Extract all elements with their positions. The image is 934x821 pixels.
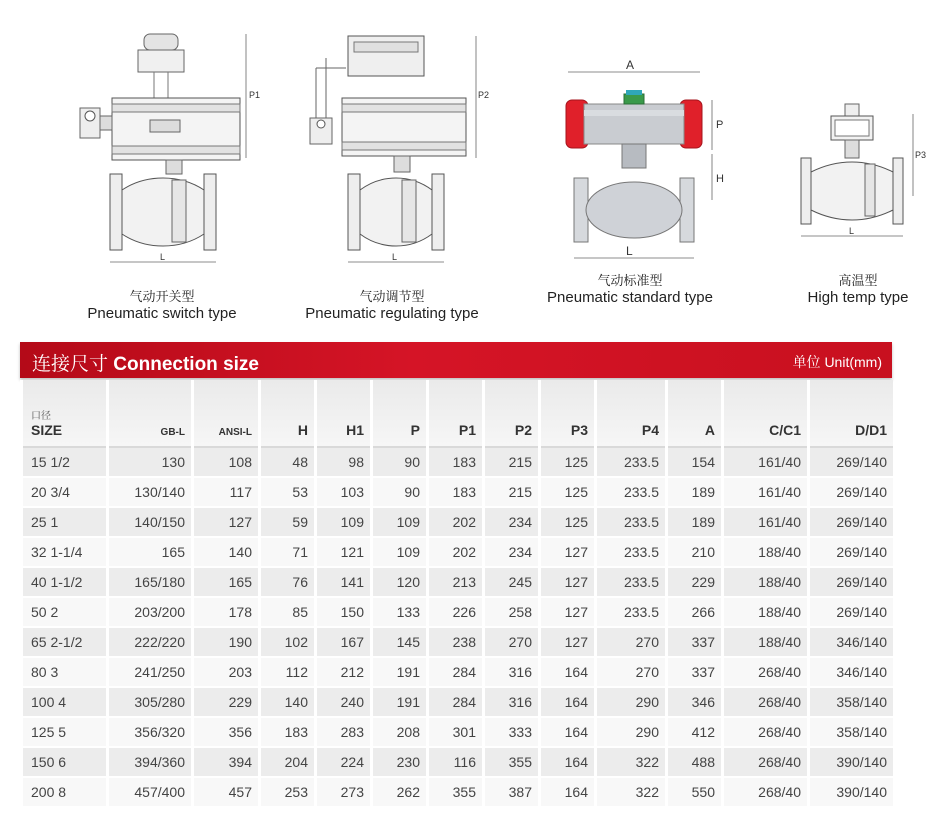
cell-ansi-l: 457: [194, 778, 258, 808]
cell-p4: 233.5: [597, 478, 665, 508]
cell-h1: 273: [317, 778, 370, 808]
cell-a: 337: [668, 628, 721, 658]
cell-h: 183: [261, 718, 314, 748]
banner-title: [32, 349, 259, 376]
cell-a: 229: [668, 568, 721, 598]
cell-p3: 164: [541, 748, 594, 778]
header-size-label: SIZE: [31, 422, 63, 438]
header-ansi-l: [194, 380, 258, 448]
cell-p3: 164: [541, 778, 594, 808]
cell-p: 90: [373, 478, 426, 508]
cell-size: 40 1-1/2: [23, 568, 106, 598]
cell-p4: 233.5: [597, 448, 665, 478]
cell-p: 145: [373, 628, 426, 658]
cell-a: 189: [668, 508, 721, 538]
cell-p3: 164: [541, 688, 594, 718]
cell-p4: 290: [597, 688, 665, 718]
banner-title-zh: 连接尺寸: [32, 354, 109, 375]
table-row: [23, 778, 893, 808]
table-row: [23, 748, 893, 778]
table-row: [23, 508, 893, 538]
table-row: [23, 658, 893, 688]
cell-size: 200 8: [23, 778, 106, 808]
cell-d-d1: 269/140: [810, 478, 893, 508]
cell-h: 140: [261, 688, 314, 718]
cell-h1: 224: [317, 748, 370, 778]
cell-ansi-l: 108: [194, 448, 258, 478]
cell-c-c1: 268/40: [724, 748, 807, 778]
header-p2: P2: [485, 380, 538, 448]
cell-h: 112: [261, 658, 314, 688]
cell-p4: 233.5: [597, 598, 665, 628]
cell-gb-l: 130: [109, 448, 191, 478]
cell-p4: 270: [597, 628, 665, 658]
high-temp-type-valve-drawing: [795, 100, 925, 265]
cell-ansi-l: 203: [194, 658, 258, 688]
cell-p: 208: [373, 718, 426, 748]
cell-c-c1: 188/40: [724, 538, 807, 568]
cell-p3: 125: [541, 478, 594, 508]
cell-h1: 141: [317, 568, 370, 598]
header-gb-l-label: GB-L: [160, 427, 185, 438]
cell-p2: 270: [485, 628, 538, 658]
table-row: [23, 568, 893, 598]
cell-p4: 233.5: [597, 568, 665, 598]
cell-ansi-l: 117: [194, 478, 258, 508]
table-row: [23, 598, 893, 628]
unit-label: 单位 Unit(mm): [792, 354, 882, 370]
standard-type-valve-drawing: [560, 50, 730, 270]
cell-size: 80 3: [23, 658, 106, 688]
cell-ansi-l: 190: [194, 628, 258, 658]
cell-gb-l: 356/320: [109, 718, 191, 748]
cell-p2: 258: [485, 598, 538, 628]
caption-pneumatic-switch-type: [72, 288, 252, 322]
cell-size: 150 6: [23, 748, 106, 778]
cell-d-d1: 390/140: [810, 778, 893, 808]
cell-a: 337: [668, 658, 721, 688]
cell-p3: 127: [541, 628, 594, 658]
cell-p2: 245: [485, 568, 538, 598]
header-c-c1: C/C1: [724, 380, 807, 448]
cell-size: 50 2: [23, 598, 106, 628]
cell-p: 109: [373, 538, 426, 568]
cell-p4: 270: [597, 658, 665, 688]
cell-p2: 316: [485, 658, 538, 688]
table-row: [23, 478, 893, 508]
caption-pneumatic-regulating-type: [298, 288, 486, 322]
cell-ansi-l: 178: [194, 598, 258, 628]
cell-h1: 283: [317, 718, 370, 748]
dim-label-l: L: [392, 252, 398, 262]
cell-p1: 301: [429, 718, 482, 748]
cell-p2: 333: [485, 718, 538, 748]
caption-en: Pneumatic switch type: [87, 305, 237, 322]
cell-c-c1: 188/40: [724, 598, 807, 628]
dim-label-a: A: [626, 58, 635, 72]
cell-p4: 290: [597, 718, 665, 748]
header-a: A: [668, 380, 721, 448]
cell-p: 133: [373, 598, 426, 628]
cell-c-c1: 161/40: [724, 508, 807, 538]
cell-h1: 150: [317, 598, 370, 628]
cell-size: 15 1/2: [23, 448, 106, 478]
cell-c-c1: 268/40: [724, 718, 807, 748]
cell-a: 550: [668, 778, 721, 808]
cell-p3: 164: [541, 718, 594, 748]
cell-p1: 213: [429, 568, 482, 598]
cell-p: 191: [373, 658, 426, 688]
caption-zh: 气动调节型: [359, 289, 425, 304]
cell-a: 488: [668, 748, 721, 778]
caption-zh: 高温型: [838, 273, 878, 288]
table-body: [23, 448, 893, 808]
cell-d-d1: 358/140: [810, 718, 893, 748]
cell-p3: 125: [541, 448, 594, 478]
figure-pneumatic-regulating-type: [296, 28, 490, 278]
cell-d-d1: 390/140: [810, 748, 893, 778]
cell-p1: 355: [429, 778, 482, 808]
dim-label-p3: P3: [915, 150, 927, 160]
cell-d-d1: 269/140: [810, 568, 893, 598]
cell-p: 262: [373, 778, 426, 808]
dim-label-l: L: [626, 244, 633, 258]
cell-c-c1: 268/40: [724, 778, 807, 808]
cell-p1: 284: [429, 688, 482, 718]
table-row: [23, 448, 893, 478]
cell-p3: 125: [541, 508, 594, 538]
cell-h1: 212: [317, 658, 370, 688]
cell-size: 100 4: [23, 688, 106, 718]
cell-p1: 183: [429, 478, 482, 508]
cell-ansi-l: 140: [194, 538, 258, 568]
cell-p: 90: [373, 448, 426, 478]
cell-c-c1: 188/40: [724, 568, 807, 598]
cell-ansi-l: 127: [194, 508, 258, 538]
cell-size: 125 5: [23, 718, 106, 748]
cell-p: 191: [373, 688, 426, 718]
caption-en: Pneumatic standard type: [547, 289, 713, 306]
cell-p: 230: [373, 748, 426, 778]
cell-c-c1: 268/40: [724, 658, 807, 688]
header-gb-l: [109, 380, 191, 448]
cell-h: 59: [261, 508, 314, 538]
cell-a: 154: [668, 448, 721, 478]
header-size-zh: 口径: [31, 411, 51, 422]
cell-h: 48: [261, 448, 314, 478]
cell-h1: 98: [317, 448, 370, 478]
header-p3: P3: [541, 380, 594, 448]
cell-gb-l: 203/200: [109, 598, 191, 628]
cell-gb-l: 457/400: [109, 778, 191, 808]
cell-a: 189: [668, 478, 721, 508]
caption-zh: 气动标准型: [597, 273, 663, 288]
cell-p1: 116: [429, 748, 482, 778]
figure-pneumatic-switch-type: [70, 28, 260, 278]
dim-label-p1: P1: [249, 90, 261, 100]
connection-size-banner: [20, 342, 892, 378]
cell-d-d1: 269/140: [810, 598, 893, 628]
header-h: H: [261, 380, 314, 448]
cell-gb-l: 222/220: [109, 628, 191, 658]
cell-gb-l: 394/360: [109, 748, 191, 778]
cell-p1: 202: [429, 538, 482, 568]
connection-size-table-wrap: [20, 380, 892, 808]
cell-p3: 127: [541, 598, 594, 628]
cell-h1: 240: [317, 688, 370, 718]
cell-h: 71: [261, 538, 314, 568]
cell-ansi-l: 165: [194, 568, 258, 598]
cell-p3: 127: [541, 538, 594, 568]
cell-a: 412: [668, 718, 721, 748]
regulating-type-valve-drawing: [296, 28, 490, 273]
table-header-row: [23, 380, 893, 448]
cell-h1: 167: [317, 628, 370, 658]
cell-gb-l: 241/250: [109, 658, 191, 688]
cell-p4: 233.5: [597, 538, 665, 568]
cell-d-d1: 269/140: [810, 448, 893, 478]
cell-p4: 233.5: [597, 508, 665, 538]
cell-p3: 164: [541, 658, 594, 688]
cell-size: 32 1-1/4: [23, 538, 106, 568]
cell-size: 65 2-1/2: [23, 628, 106, 658]
cell-a: 210: [668, 538, 721, 568]
cell-p2: 234: [485, 538, 538, 568]
switch-type-valve-drawing: [70, 28, 260, 273]
cell-p2: 215: [485, 478, 538, 508]
cell-ansi-l: 229: [194, 688, 258, 718]
cell-gb-l: 140/150: [109, 508, 191, 538]
cell-d-d1: 269/140: [810, 508, 893, 538]
cell-d-d1: 269/140: [810, 538, 893, 568]
cell-h: 53: [261, 478, 314, 508]
cell-a: 346: [668, 688, 721, 718]
cell-c-c1: 268/40: [724, 688, 807, 718]
table-row: [23, 628, 893, 658]
cell-h: 76: [261, 568, 314, 598]
banner-title-en: Connection size: [113, 354, 259, 375]
cell-p2: 316: [485, 688, 538, 718]
cell-h1: 121: [317, 538, 370, 568]
cell-p1: 226: [429, 598, 482, 628]
cell-p1: 238: [429, 628, 482, 658]
header-ansi-l-label: ANSI-L: [218, 427, 252, 438]
caption-zh: 气动开关型: [129, 289, 195, 304]
cell-ansi-l: 394: [194, 748, 258, 778]
caption-en: High temp type: [807, 289, 909, 306]
cell-p1: 183: [429, 448, 482, 478]
cell-h1: 109: [317, 508, 370, 538]
dim-label-p2: P2: [478, 90, 490, 100]
cell-gb-l: 165/180: [109, 568, 191, 598]
cell-p1: 284: [429, 658, 482, 688]
cell-h: 85: [261, 598, 314, 628]
cell-p2: 215: [485, 448, 538, 478]
connection-size-table: [20, 380, 896, 808]
caption-high-temp-type: [800, 272, 916, 306]
cell-p3: 127: [541, 568, 594, 598]
cell-p2: 234: [485, 508, 538, 538]
cell-h: 102: [261, 628, 314, 658]
header-h1: H1: [317, 380, 370, 448]
table-row: [23, 688, 893, 718]
cell-h1: 103: [317, 478, 370, 508]
cell-p2: 387: [485, 778, 538, 808]
cell-c-c1: 161/40: [724, 448, 807, 478]
header-p: P: [373, 380, 426, 448]
header-size: [23, 380, 106, 448]
cell-gb-l: 305/280: [109, 688, 191, 718]
dim-label-l: L: [160, 252, 166, 262]
cell-d-d1: 346/140: [810, 658, 893, 688]
figure-pneumatic-standard-type: [560, 50, 730, 275]
cell-c-c1: 188/40: [724, 628, 807, 658]
table-row: [23, 718, 893, 748]
dim-label-l: L: [849, 226, 855, 236]
cell-h: 204: [261, 748, 314, 778]
cell-c-c1: 161/40: [724, 478, 807, 508]
header-d-d1: D/D1: [810, 380, 893, 448]
cell-p: 120: [373, 568, 426, 598]
cell-p2: 355: [485, 748, 538, 778]
cell-p4: 322: [597, 778, 665, 808]
dim-label-h: H: [716, 173, 724, 185]
cell-size: 20 3/4: [23, 478, 106, 508]
table-row: [23, 538, 893, 568]
header-p4: P4: [597, 380, 665, 448]
caption-en: Pneumatic regulating type: [305, 305, 479, 322]
cell-d-d1: 346/140: [810, 628, 893, 658]
cell-p4: 322: [597, 748, 665, 778]
dim-label-p: P: [716, 119, 724, 131]
cell-gb-l: 165: [109, 538, 191, 568]
cell-gb-l: 130/140: [109, 478, 191, 508]
cell-d-d1: 358/140: [810, 688, 893, 718]
cell-p1: 202: [429, 508, 482, 538]
figure-high-temp-type: [795, 100, 925, 270]
cell-p: 109: [373, 508, 426, 538]
caption-pneumatic-standard-type: [542, 272, 718, 306]
cell-a: 266: [668, 598, 721, 628]
cell-size: 25 1: [23, 508, 106, 538]
cell-h: 253: [261, 778, 314, 808]
cell-ansi-l: 356: [194, 718, 258, 748]
header-p1: P1: [429, 380, 482, 448]
